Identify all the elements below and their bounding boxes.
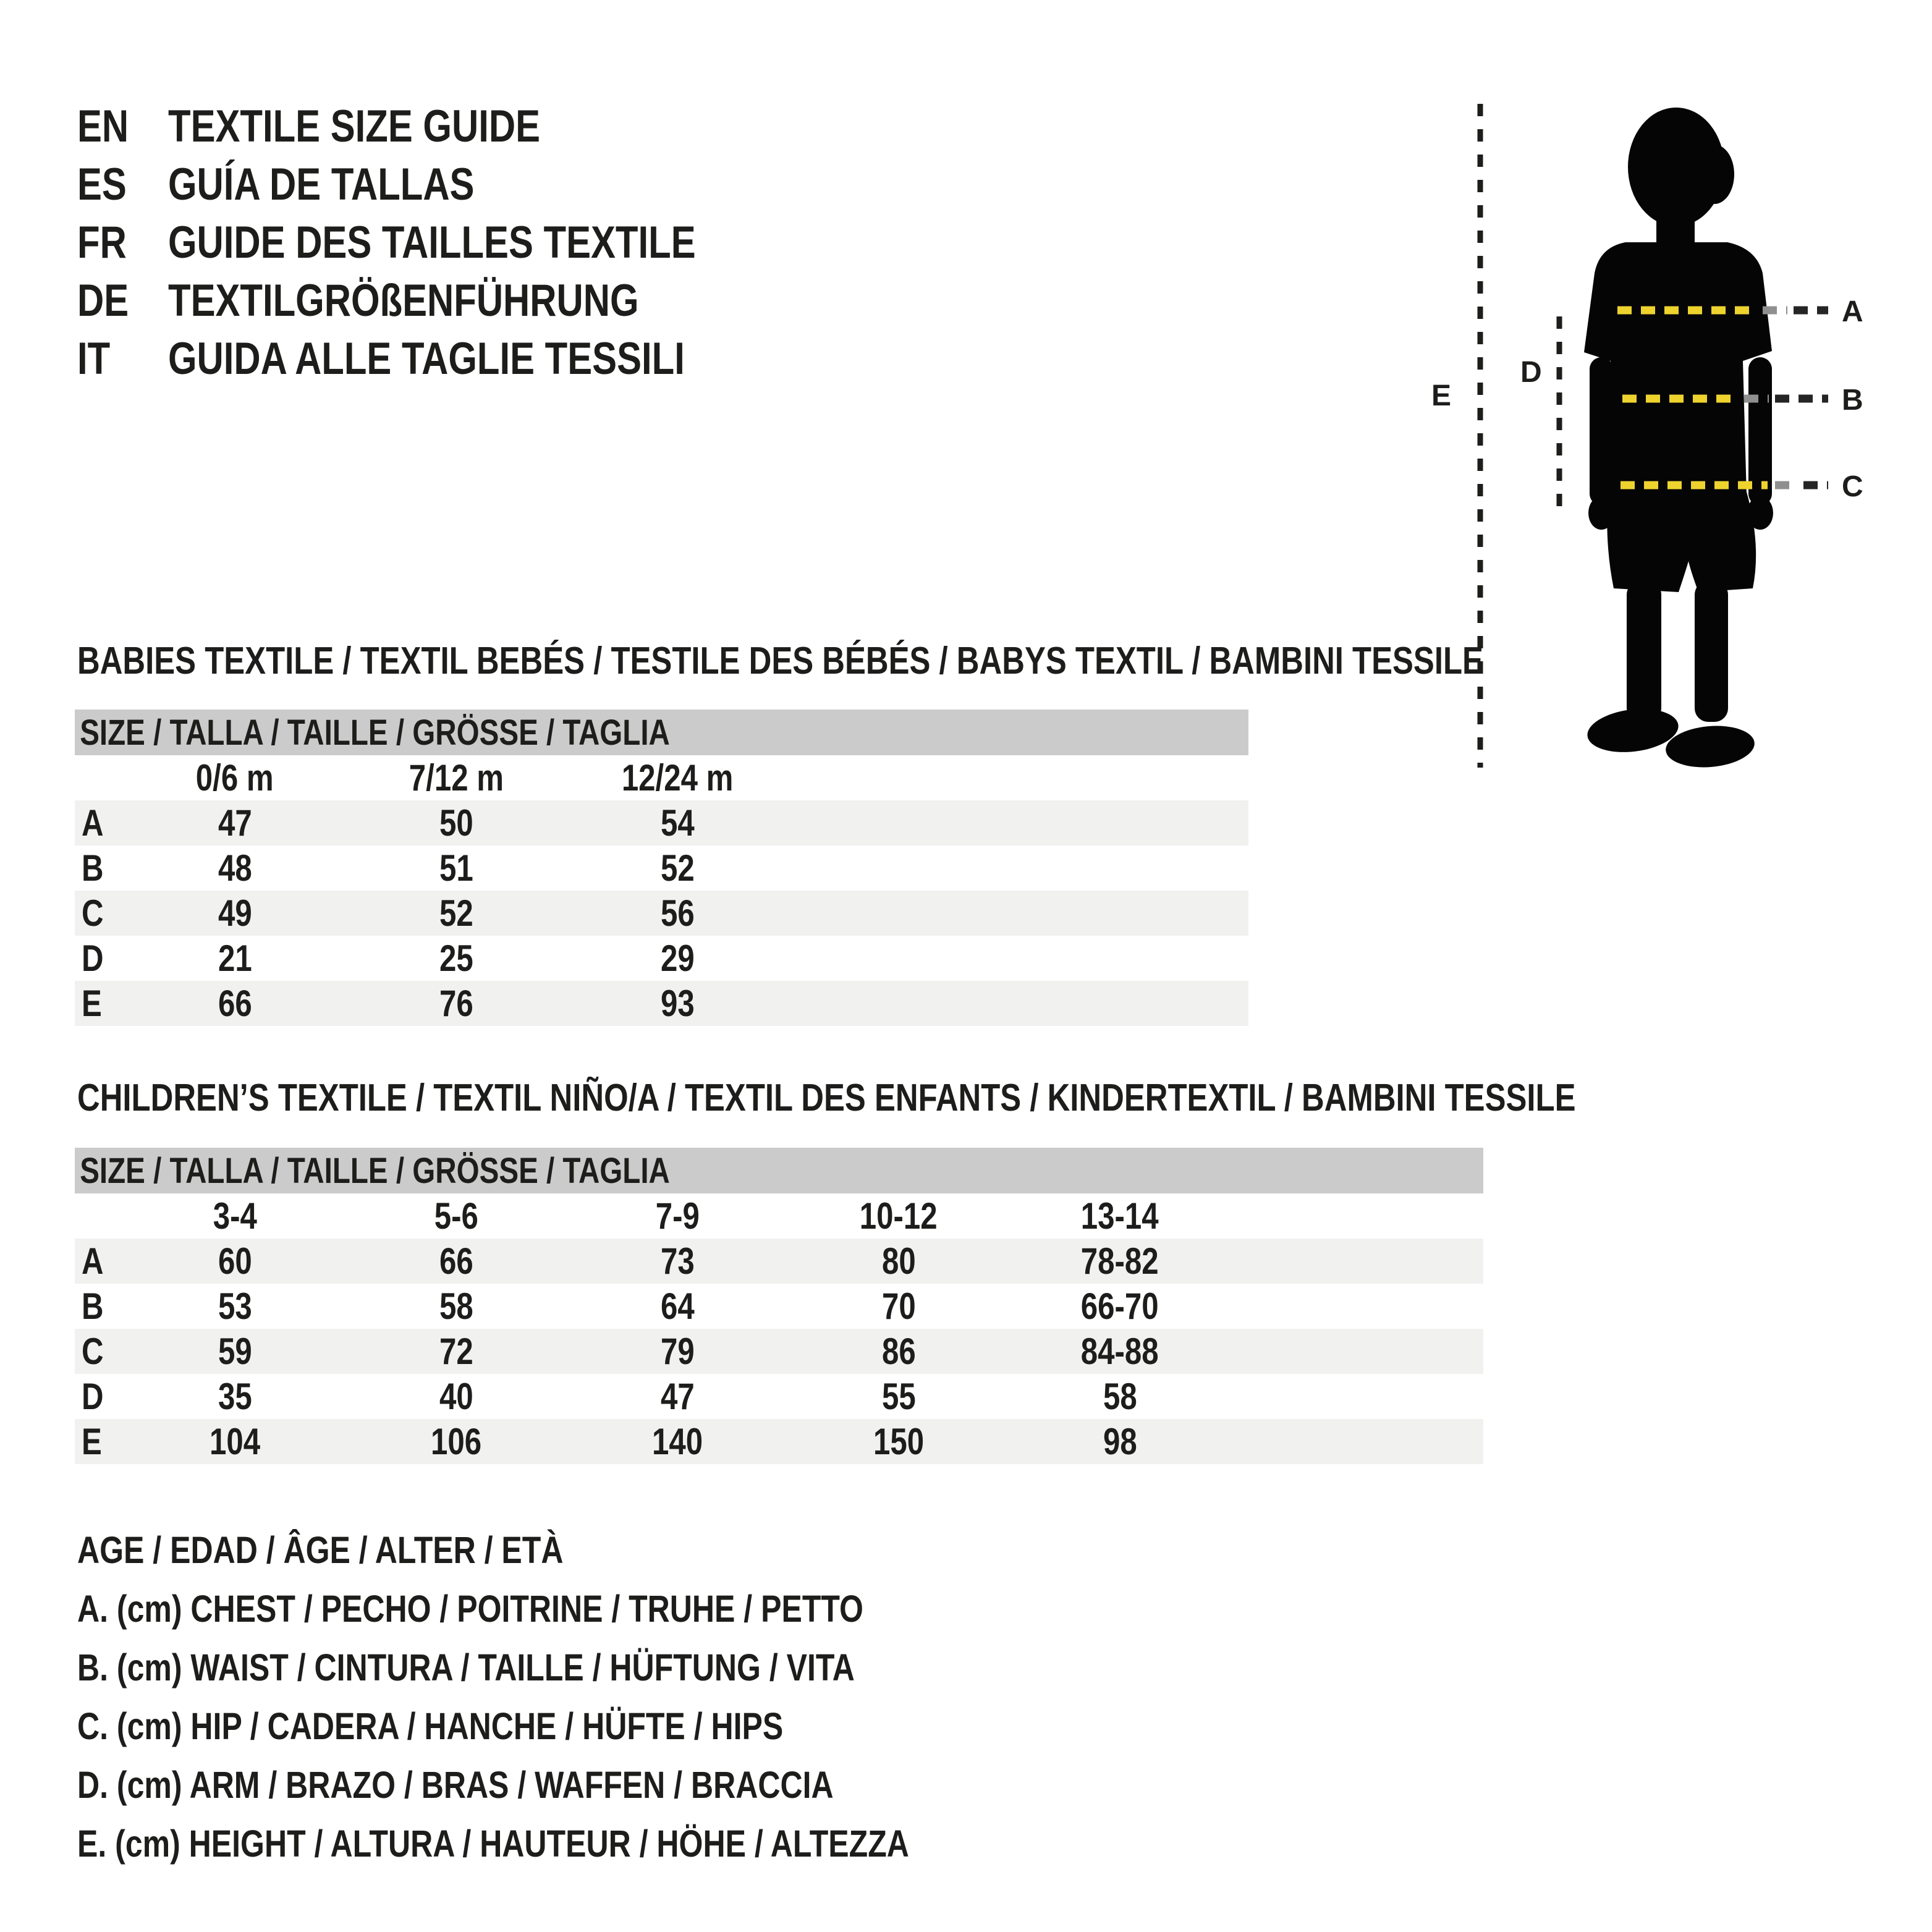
cell-value: 50 <box>439 802 473 844</box>
cell-value: 47 <box>218 802 252 844</box>
language-code: DE <box>77 275 129 326</box>
size-header-label: SIZE / TALLA / TAILLE / GRÖSSE / TAGLIA <box>80 1150 670 1191</box>
row-label: D <box>82 1376 104 1417</box>
table-row <box>75 845 1248 891</box>
cell-value: 56 <box>660 892 695 934</box>
cell-value: 60 <box>218 1240 252 1282</box>
babies-section-heading: BABIES TEXTILE / TEXTIL BEBÉS / TESTILE DES BÉBÉS / BABYS TEXTIL / BAMBINI TESSILE <box>77 640 1483 682</box>
size-header-label: SIZE / TALLA / TAILLE / GRÖSSE / TAGLIA <box>80 712 670 753</box>
cell-value: 48 <box>218 847 252 889</box>
cell-value: 73 <box>660 1240 695 1282</box>
table-row <box>75 1239 1483 1284</box>
children-column-headers <box>75 1193 1483 1239</box>
cell-value: 52 <box>439 892 473 934</box>
row-label: A <box>82 1240 104 1282</box>
table-row <box>75 800 1248 845</box>
row-label: C <box>82 892 104 934</box>
table-row <box>75 891 1248 936</box>
guide-title-es: GUÍA DE TALLAS <box>168 159 475 210</box>
column-header: 3-4 <box>213 1195 257 1237</box>
babies-size-header-bar <box>75 710 1248 755</box>
language-row-en <box>77 97 622 155</box>
legend-line-waist: B. (cm) WAIST / CINTURA / TAILLE / HÜFTUNG / VITA <box>77 1646 855 1688</box>
cell-value: 140 <box>651 1421 703 1462</box>
children-size-table <box>75 1148 1483 1464</box>
guide-title-en: TEXTILE SIZE GUIDE <box>168 101 540 151</box>
cell-value: 86 <box>881 1331 916 1372</box>
language-code: IT <box>77 333 111 384</box>
language-row-fr <box>77 213 811 271</box>
language-code: EN <box>77 101 129 151</box>
row-label: C <box>82 1331 104 1372</box>
legend-line-arm: D. (cm) ARM / BRAZO / BRAS / WAFFEN / BRACCIA <box>77 1763 834 1806</box>
language-row-de <box>77 271 742 329</box>
legend-line-age: AGE / EDAD / ÂGE / ALTER / ETÀ <box>77 1528 564 1571</box>
cell-value: 40 <box>439 1376 473 1417</box>
legend-line-chest: A. (cm) CHEST / PECHO / POITRINE / TRUHE / PETTO <box>77 1587 863 1630</box>
cell-value: 58 <box>1103 1376 1137 1417</box>
cell-value: 72 <box>439 1331 473 1372</box>
diagram-label-e: E <box>1431 379 1452 412</box>
cell-value: 51 <box>439 847 473 889</box>
column-header: 13-14 <box>1081 1195 1159 1237</box>
table-row <box>75 1329 1483 1374</box>
row-label: D <box>82 938 104 979</box>
cell-value: 80 <box>881 1240 916 1282</box>
cell-value: 52 <box>660 847 695 889</box>
legend-line-height: E. (cm) HEIGHT / ALTURA / HAUTEUR / HÖHE / ALTEZZA <box>77 1822 909 1865</box>
column-header: 7/12 m <box>409 757 504 799</box>
cell-value: 79 <box>660 1331 695 1372</box>
cell-value: 104 <box>209 1421 261 1462</box>
children-section-heading: CHILDREN’S TEXTILE / TEXTIL NIÑO/A / TEXTIL DES ENFANTS / KINDERTEXTIL / BAMBINI TESSILE <box>77 1077 1576 1119</box>
diagram-label-b: B <box>1842 384 1863 417</box>
cell-value: 58 <box>439 1286 473 1327</box>
cell-value: 98 <box>1103 1421 1137 1462</box>
diagram-label-c: C <box>1842 470 1863 503</box>
cell-value: 70 <box>881 1286 916 1327</box>
column-header: 7-9 <box>655 1195 700 1237</box>
cell-value: 66 <box>439 1240 473 1282</box>
cell-value: 84-88 <box>1081 1331 1159 1372</box>
row-label: B <box>82 847 104 889</box>
cell-value: 55 <box>881 1376 916 1417</box>
cell-value: 150 <box>873 1421 925 1462</box>
children-size-header-bar <box>75 1148 1483 1193</box>
babies-size-table <box>75 710 1248 1026</box>
language-code: FR <box>77 217 127 268</box>
cell-value: 49 <box>218 892 252 934</box>
row-label: E <box>82 983 102 1024</box>
table-row <box>75 1374 1483 1419</box>
table-row <box>75 1284 1483 1329</box>
legend-line-hip: C. (cm) HIP / CADERA / HANCHE / HÜFTE / HIPS <box>77 1705 784 1747</box>
babies-column-headers <box>75 755 1248 800</box>
cell-value: 93 <box>660 983 695 1024</box>
guide-title-fr: GUIDE DES TAILLES TEXTILE <box>168 217 696 268</box>
table-row <box>75 1419 1483 1464</box>
column-header: 10-12 <box>860 1195 938 1237</box>
language-row-it <box>77 329 798 388</box>
diagram-label-a: A <box>1842 295 1863 328</box>
cell-value: 53 <box>218 1286 252 1327</box>
cell-value: 21 <box>218 938 252 979</box>
column-header: 0/6 m <box>196 757 274 799</box>
table-row <box>75 981 1248 1026</box>
cell-value: 35 <box>218 1376 252 1417</box>
guide-title-de: TEXTILGRÖßENFÜHRUNG <box>168 275 639 326</box>
cell-value: 66-70 <box>1081 1286 1159 1327</box>
cell-value: 66 <box>218 983 252 1024</box>
cell-value: 76 <box>439 983 473 1024</box>
column-header: 12/24 m <box>621 757 734 799</box>
row-label: B <box>82 1286 104 1327</box>
cell-value: 64 <box>660 1286 695 1327</box>
cell-value: 29 <box>660 938 695 979</box>
row-label: A <box>82 802 104 844</box>
table-row <box>75 936 1248 981</box>
cell-value: 59 <box>218 1331 252 1372</box>
cell-value: 78-82 <box>1081 1240 1159 1282</box>
cell-value: 47 <box>660 1376 695 1417</box>
cell-value: 25 <box>439 938 473 979</box>
cell-value: 54 <box>660 802 695 844</box>
cell-value: 106 <box>430 1421 482 1462</box>
row-label: E <box>82 1421 102 1462</box>
language-code: ES <box>77 159 127 210</box>
guide-title-it: GUIDA ALLE TAGLIE TESSILI <box>168 333 685 384</box>
language-row-es <box>77 155 541 213</box>
diagram-label-d: D <box>1520 356 1542 389</box>
column-header: 5-6 <box>434 1195 478 1237</box>
